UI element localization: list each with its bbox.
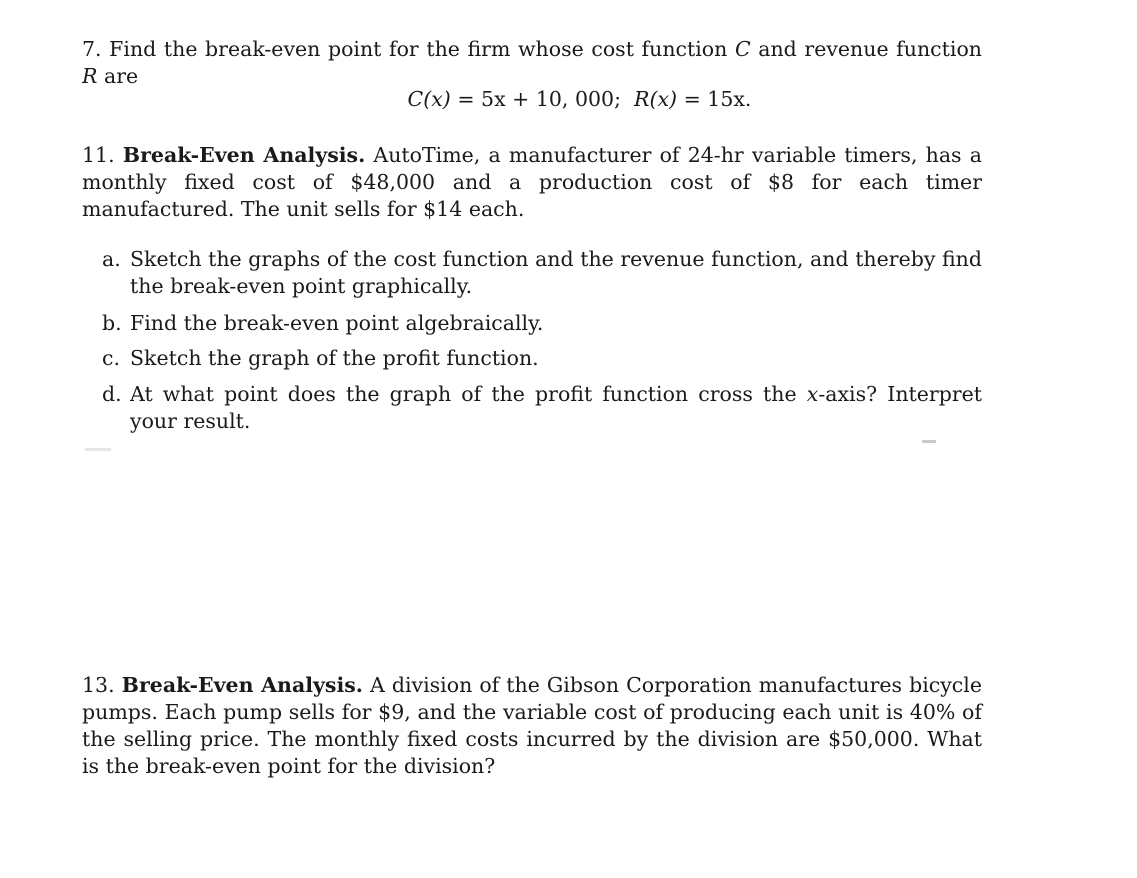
x-variable: x	[806, 382, 819, 406]
list-item	[102, 246, 982, 300]
problem-13-body: A division of the Gibson Corporation manufactures bicycle pumps. Each pump sells for $9, and the variable cost of producing each unit is 40% of the selling price. The monthly fixed costs incurred by the division are $50,000. What is the break-even point for the division?	[82, 673, 982, 778]
problem-13-title: Break-Even Analysis.	[121, 673, 363, 697]
list-item	[102, 381, 982, 435]
problem-11-number: 11.	[82, 143, 115, 167]
scan-artifact-left	[85, 448, 111, 451]
part-d-text	[130, 381, 982, 435]
scan-artifact-right	[922, 440, 936, 443]
part-b-label: b.	[102, 311, 122, 335]
problem-11-body: AutoTime, a manufacturer of 24-hr variable timers, has a monthly fixed cost of $48,000 and a production cost of $8 for each timer manufactured. The unit sells for $14 each.	[82, 143, 982, 221]
problem-7-equation	[0, 86, 1137, 113]
cost-function-symbol: C	[734, 37, 751, 61]
part-b-text: Find the break-even point algebraically.	[130, 311, 544, 335]
part-a-label: a.	[102, 247, 121, 271]
cost-equation-lhs: C(x)	[407, 87, 451, 111]
part-d-text-1: At what point does the graph of the profit function cross the	[130, 382, 797, 406]
problem-7-number: 7.	[82, 37, 102, 61]
revenue-function-symbol: R	[82, 64, 98, 88]
problem-13-statement	[82, 672, 982, 780]
part-d-text-2: -axis? Interpret your result.	[130, 382, 982, 433]
list-item	[102, 345, 982, 372]
part-a-text: Sketch the graphs of the cost function and the revenue function, and thereby find the break-even point graphically.	[130, 247, 982, 298]
cost-equation-rhs: = 5x + 10, 000;	[457, 87, 621, 111]
problem-11-statement	[82, 142, 982, 223]
list-item	[102, 310, 982, 337]
revenue-equation-lhs: R(x)	[634, 87, 678, 111]
revenue-equation-rhs: = 15x.	[683, 87, 752, 111]
problem-7-text-3: are	[103, 64, 139, 88]
problem-7-text-2: and revenue function	[758, 37, 982, 61]
part-d-label: d.	[102, 382, 122, 406]
problem-7-text-1: Find the break-even point for the firm whose cost function	[109, 37, 728, 61]
problem-13-number: 13.	[82, 673, 115, 697]
problem-7-statement	[82, 36, 982, 90]
part-c-label: c.	[102, 346, 120, 370]
problem-11-title: Break-Even Analysis.	[122, 143, 366, 167]
part-c-text: Sketch the graph of the profit function.	[130, 346, 539, 370]
